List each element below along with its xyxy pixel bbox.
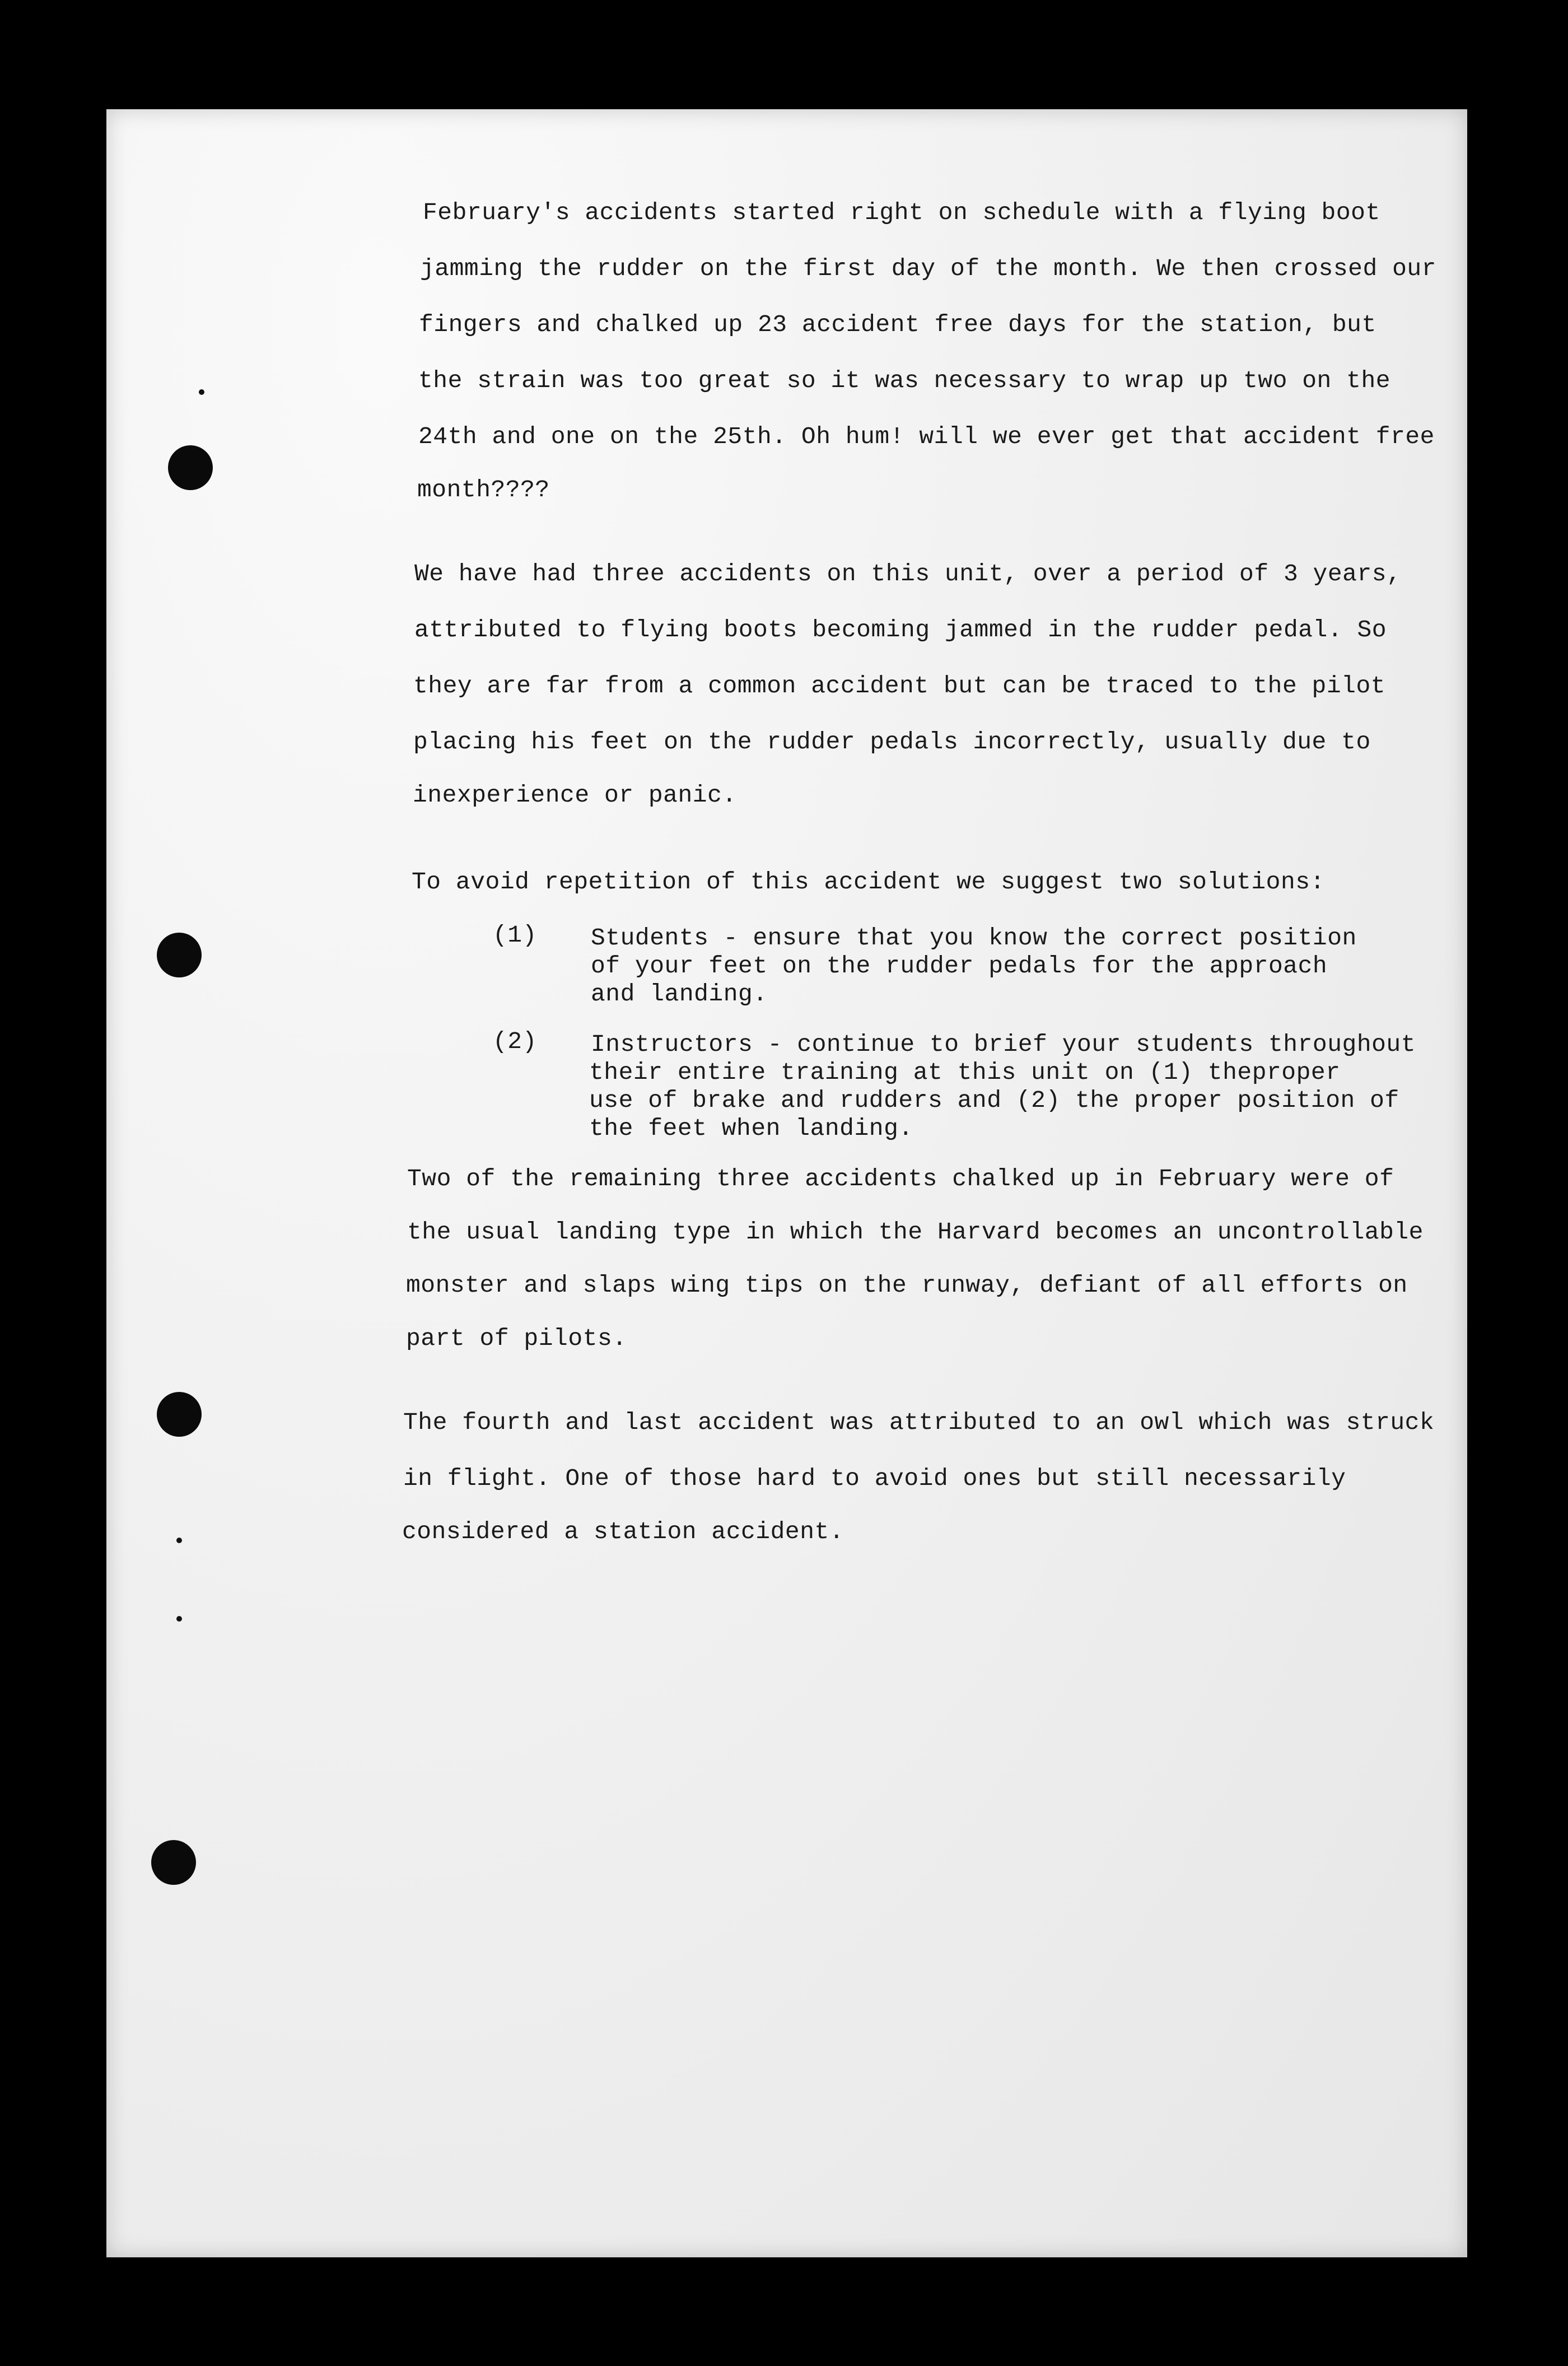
solution-1-line: and landing. (591, 980, 768, 1008)
paragraph-1-line: fingers and chalked up 23 accident free days for the station, but (419, 311, 1376, 338)
paragraph-4-line: Two of the remaining three accidents chalked up in February were of (407, 1165, 1394, 1193)
paragraph-4-line: part of pilots. (406, 1325, 627, 1352)
paragraph-5-line: considered a station accident. (402, 1518, 844, 1545)
punch-hole (157, 933, 202, 977)
paragraph-3-line: To avoid repetition of this accident we suggest two solutions: (412, 868, 1325, 896)
solution-2-line: use of brake and rudders and (2) the proper position of (589, 1087, 1399, 1114)
paragraph-1-line: 24th and one on the 25th. Oh hum! will we ever get that accident free (418, 423, 1435, 450)
punch-hole (157, 1392, 202, 1437)
solution-2-line: Instructors - continue to brief your students throughout (591, 1031, 1416, 1058)
paragraph-1-line: the strain was too great so it was necessary to wrap up two on the (418, 367, 1391, 394)
document-page (106, 109, 1467, 2257)
paragraph-2-line: placing his feet on the rudder pedals incorrectly, usually due to (413, 728, 1371, 756)
ink-speck (176, 1616, 182, 1622)
solution-number: (1) (493, 921, 537, 949)
paragraph-2-line: they are far from a common accident but can be traced to the pilot (413, 672, 1386, 700)
paragraph-5-line: The fourth and last accident was attributed to an owl which was struck (403, 1409, 1435, 1436)
paragraph-4-line: monster and slaps wing tips on the runway, defiant of all efforts on (406, 1272, 1408, 1299)
paragraph-2-line: We have had three accidents on this unit, over a period of 3 years, (414, 560, 1402, 588)
ink-speck (199, 389, 204, 395)
paragraph-1-line: February's accidents started right on schedule with a flying boot (423, 199, 1380, 226)
punch-hole (168, 445, 213, 490)
solution-2-line: their entire training at this unit on (1) theproper (589, 1059, 1341, 1086)
paragraph-2-line: attributed to flying boots becoming jammed in the rudder pedal. So (414, 616, 1387, 644)
solution-1-line: of your feet on the rudder pedals for the approach (591, 952, 1328, 980)
paragraph-1-line: jamming the rudder on the first day of the month. We then crossed our (420, 255, 1436, 282)
paragraph-5-line: in flight. One of those hard to avoid ones but still necessarily (403, 1465, 1346, 1492)
paragraph-2-line: inexperience or panic. (413, 781, 737, 809)
punch-hole (151, 1840, 196, 1885)
paragraph-1-line: month???? (417, 476, 550, 504)
paragraph-4-line: the usual landing type in which the Harvard becomes an uncontrollable (407, 1218, 1424, 1246)
solution-2-line: the feet when landing. (589, 1115, 913, 1142)
solution-number: (2) (493, 1028, 537, 1055)
ink-speck (176, 1538, 182, 1543)
solution-1-line: Students - ensure that you know the correct position (591, 924, 1357, 952)
